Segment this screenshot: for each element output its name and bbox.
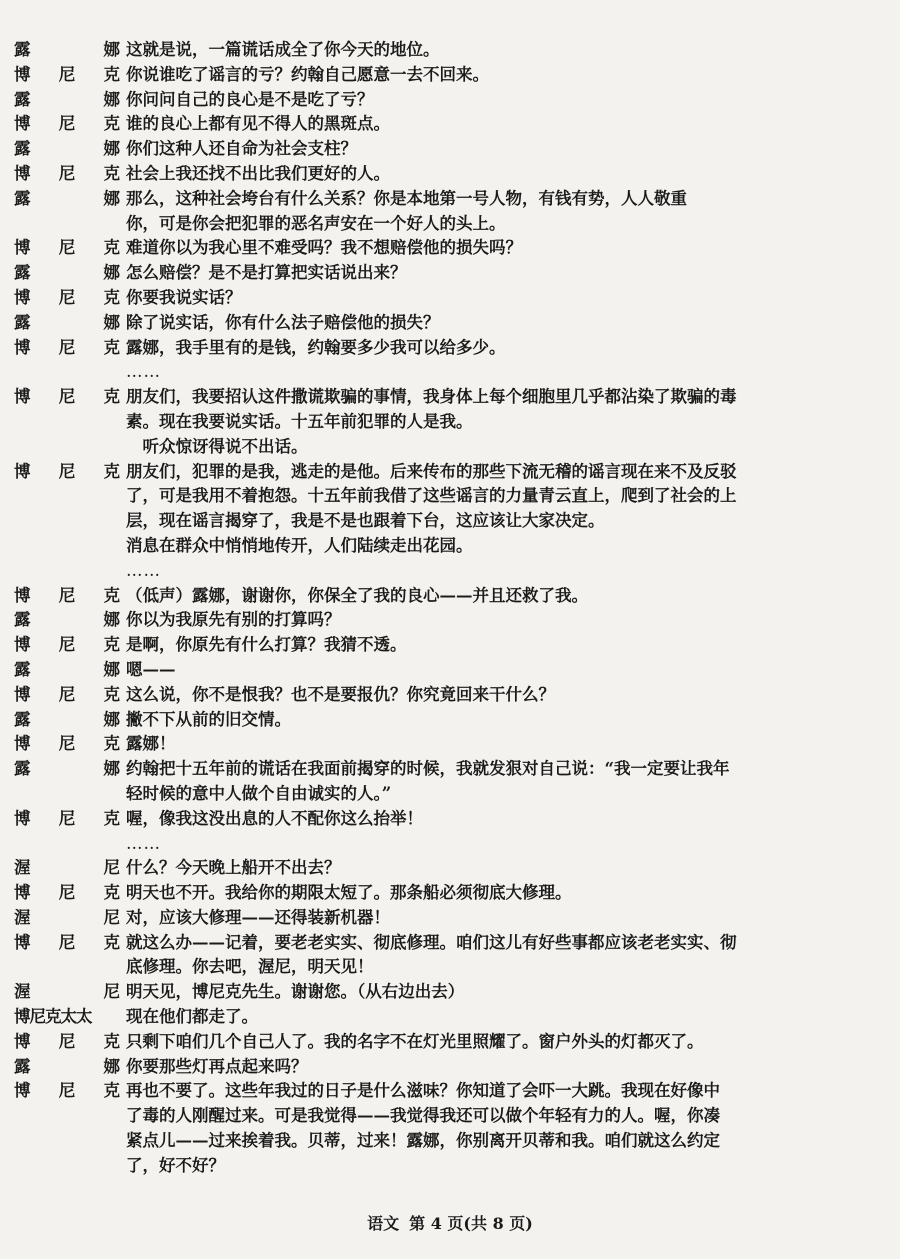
- speaker-char: 博: [14, 932, 31, 952]
- speaker-char: 博: [14, 684, 31, 704]
- speaker-char: 克: [103, 734, 120, 754]
- speaker-char: 尼: [58, 1031, 76, 1051]
- dialogue-line: [14, 1005, 884, 1030]
- speaker-char: 露: [14, 659, 31, 679]
- speaker-char: 博: [14, 1081, 31, 1101]
- dialogue-line: [14, 286, 884, 311]
- dialogue-text: 嗯——: [126, 659, 176, 679]
- speaker-char: 克: [103, 932, 120, 952]
- speaker-char: 博: [14, 585, 31, 605]
- speaker-name: [14, 633, 120, 658]
- speaker-char: 尼: [58, 635, 76, 655]
- speaker-char: 博: [14, 387, 31, 407]
- speaker-char: 尼: [58, 461, 76, 481]
- page-footer: [0, 1211, 900, 1234]
- dialogue-line: [14, 88, 884, 113]
- speaker-char: 克: [103, 1031, 120, 1051]
- speaker-char: 渥: [14, 858, 31, 878]
- dialogue-line: [14, 311, 884, 336]
- speaker-char: 渥: [14, 982, 31, 1002]
- dialogue-text: 谁的良心上都有见不得人的黑斑点。: [126, 114, 390, 134]
- dialogue-text: 朋友们，犯罪的是我，逃走的是他。后来传布的那些下流无稽的谣言现在来不及反驳: [126, 461, 737, 481]
- dialogue-text: 这么说，你不是恨我？也不是要报仇？你究竟回来干什么？: [126, 684, 555, 704]
- dialogue-line: [14, 931, 884, 956]
- speaker-char: 娜: [103, 263, 120, 283]
- dialogue-text: 明天也不开。我给你的期限太短了。那条船必须彻底大修理。: [126, 883, 572, 903]
- dialogue-text: 社会上我还找不出比我们更好的人。: [126, 163, 390, 183]
- dialogue-line: [14, 38, 884, 63]
- speaker-char: 露: [14, 1056, 31, 1076]
- dialogue-text: 你说谁吃了谣言的亏？约翰自己愿意一去不回来。: [126, 64, 489, 84]
- speaker-name: [14, 683, 120, 708]
- speaker-char: 娜: [103, 709, 120, 729]
- speaker-name: [14, 187, 120, 212]
- speaker-name: [14, 112, 120, 137]
- speaker-char: 露: [14, 759, 31, 779]
- speaker-name: [14, 311, 120, 336]
- dialogue-line: [14, 782, 884, 807]
- dialogue-line: [14, 683, 884, 708]
- speaker-name: [14, 584, 120, 609]
- speaker-char: 露: [14, 709, 31, 729]
- speaker-char: 博: [14, 461, 31, 481]
- speaker-name: [14, 980, 120, 1005]
- dialogue-text: 朋友们，我要招认这件撒谎欺骗的事情，我身体上每个细胞里几乎都沾染了欺骗的毒: [126, 387, 737, 407]
- speaker-name: [14, 807, 120, 832]
- dialogue-line: [14, 856, 884, 881]
- speaker-char: 尼: [58, 163, 76, 183]
- speaker-char: 娜: [103, 188, 120, 208]
- dialogue-text: 露娜！: [126, 734, 176, 754]
- speaker-char: 娜: [103, 312, 120, 332]
- speaker-char: 尼: [58, 238, 76, 258]
- dialogue-line: [14, 658, 884, 683]
- speaker-char: 尼: [58, 808, 76, 828]
- dialogue-line: [14, 385, 884, 410]
- dialogue-text: 明天见，博尼克先生。谢谢您。（从右边出去）: [126, 982, 465, 1002]
- speaker-name: [14, 1030, 120, 1055]
- dialogue-text: 这就是说，一篇谎话成全了你今天的地位。: [126, 40, 440, 59]
- speaker-name: [14, 658, 120, 683]
- dialogue-line: [14, 137, 884, 162]
- dialogue-text: （低声）露娜，谢谢你，你保全了我的良心——并且还救了我。: [126, 585, 588, 605]
- speaker-char: 尼: [58, 932, 76, 952]
- dialogue-text: 紧点儿——过来挨着我。贝蒂，过来！露娜，你别离开贝蒂和我。咱们就这么约定: [126, 1131, 720, 1151]
- speaker-char: 娜: [103, 40, 120, 59]
- dialogue-text: 你以为我原先有别的打算吗？: [126, 610, 341, 630]
- speaker-char: 露: [14, 188, 31, 208]
- speaker-char: 博尼克太太: [14, 1007, 92, 1027]
- dialogue-text: 你问问自己的良心是不是吃了亏？: [126, 89, 374, 109]
- dialogue-line: [14, 1129, 884, 1154]
- dialogue-line: [14, 435, 884, 460]
- dialogue-line: [14, 708, 884, 733]
- speaker-char: 克: [103, 163, 120, 183]
- speaker-name: [14, 460, 120, 485]
- speaker-char: 露: [14, 312, 31, 332]
- dialogue-line: [14, 633, 884, 658]
- dialogue-line: [14, 584, 884, 609]
- speaker-name: [14, 286, 120, 311]
- dialogue-line: [14, 1055, 884, 1080]
- dialogue-text: 再也不要了。这些年我过的日子是什么滋味？你知道了会吓一大跳。我现在好像中: [126, 1081, 720, 1101]
- speaker-char: 克: [103, 635, 120, 655]
- speaker-char: 博: [14, 163, 31, 183]
- speaker-char: 克: [103, 684, 120, 704]
- speaker-char: 克: [103, 585, 120, 605]
- footer-page-number: 第 4 页(共 8 页): [409, 1214, 533, 1233]
- dialogue-text: 了毒的人刚醒过来。可是我觉得——我觉得我还可以做个年轻有力的人。喔，你凑: [126, 1106, 720, 1126]
- speaker-char: 娜: [103, 659, 120, 679]
- speaker-name: [14, 732, 120, 757]
- dialogue-text: 你，可是你会把犯罪的恶名声安在一个好人的头上。: [126, 213, 506, 233]
- dialogue-text: 撇不下从前的旧交情。: [126, 709, 291, 729]
- speaker-char: 尼: [58, 585, 76, 605]
- dialogue-line: [14, 559, 884, 584]
- speaker-char: 渥: [14, 907, 31, 927]
- dialogue-line: [14, 807, 884, 832]
- dialogue-line: [14, 63, 884, 88]
- dialogue-text: 对，应该大修理——还得装新机器！: [126, 907, 390, 927]
- speaker-char: 克: [103, 337, 120, 357]
- scene-ellipsis: ……: [126, 362, 161, 382]
- dialogue-text: 听众惊讶得说不出话。: [126, 436, 308, 456]
- speaker-char: 克: [103, 238, 120, 258]
- speaker-char: 尼: [103, 982, 120, 1002]
- speaker-char: 克: [103, 1081, 120, 1101]
- speaker-char: 尼: [58, 337, 76, 357]
- speaker-char: 博: [14, 808, 31, 828]
- speaker-char: 博: [14, 337, 31, 357]
- footer-subject: 语文: [367, 1214, 400, 1233]
- dialogue-text: 什么？今天晚上船开不出去？: [126, 858, 341, 878]
- speaker-char: 娜: [103, 610, 120, 630]
- dialogue-text: 是啊，你原先有什么打算？我猜不透。: [126, 635, 407, 655]
- drama-script: [14, 38, 884, 1179]
- dialogue-text: 了，好不好？: [126, 1155, 225, 1175]
- speaker-char: 博: [14, 287, 31, 307]
- speaker-char: 娜: [103, 759, 120, 779]
- dialogue-text: 你要那些灯再点起来吗？: [126, 1056, 308, 1076]
- speaker-name: [14, 856, 120, 881]
- speaker-char: 露: [14, 89, 31, 109]
- dialogue-line: [14, 410, 884, 435]
- speaker-name: [14, 137, 120, 162]
- dialogue-text: 露娜，我手里有的是钱，约翰要多少我可以给多少。: [126, 337, 506, 357]
- dialogue-line: [14, 112, 884, 137]
- speaker-char: 露: [14, 139, 31, 159]
- dialogue-line: [14, 162, 884, 187]
- dialogue-line: [14, 187, 884, 212]
- speaker-name: [14, 708, 120, 733]
- speaker-char: 尼: [58, 64, 76, 84]
- speaker-name: [14, 906, 120, 931]
- dialogue-text: 那么，这种社会垮台有什么关系？你是本地第一号人物，有钱有势，人人敬重: [126, 188, 687, 208]
- dialogue-text: 了，可是我用不着抱怨。十五年前我借了这些谣言的力量青云直上，爬到了社会的上: [126, 486, 737, 506]
- dialogue-text: 怎么赔偿？是不是打算把实话说出来？: [126, 263, 407, 283]
- speaker-char: 博: [14, 635, 31, 655]
- speaker-name: [14, 63, 120, 88]
- speaker-char: 尼: [103, 907, 120, 927]
- speaker-name: [14, 931, 120, 956]
- speaker-char: 克: [103, 287, 120, 307]
- dialogue-text: 层，现在谣言揭穿了，我是不是也跟着下台，这应该让大家决定。: [126, 511, 605, 531]
- dialogue-line: [14, 509, 884, 534]
- speaker-char: 尼: [58, 114, 76, 134]
- dialogue-line: [14, 1079, 884, 1104]
- speaker-name: [14, 757, 120, 782]
- dialogue-text: 轻时候的意中人做个自由诚实的人。”: [126, 783, 392, 803]
- dialogue-text: 喔，像我这没出息的人不配你这么抬举！: [126, 808, 423, 828]
- speaker-name: [14, 385, 120, 410]
- dialogue-line: [14, 732, 884, 757]
- speaker-char: 娜: [103, 139, 120, 159]
- dialogue-line: [14, 236, 884, 261]
- speaker-char: 克: [103, 387, 120, 407]
- dialogue-text: 你们这种人还自命为社会支柱？: [126, 139, 357, 159]
- dialogue-line: [14, 484, 884, 509]
- speaker-char: 尼: [58, 1081, 76, 1101]
- speaker-char: 尼: [58, 734, 76, 754]
- dialogue-text: 就这么办——记着，要老老实实、彻底修理。咱们这儿有好些事都应该老老实实、彻: [126, 932, 737, 952]
- dialogue-text: 你要我说实话？: [126, 287, 242, 307]
- dialogue-text: 现在他们都走了。: [126, 1007, 258, 1027]
- speaker-char: 克: [103, 883, 120, 903]
- speaker-char: 克: [103, 64, 120, 84]
- scene-ellipsis: ……: [126, 560, 161, 580]
- speaker-char: 博: [14, 883, 31, 903]
- dialogue-line: [14, 955, 884, 980]
- speaker-name: [14, 38, 120, 63]
- dialogue-text: 难道你以为我心里不难受吗？我不想赔偿他的损失吗？: [126, 238, 522, 258]
- speaker-char: 博: [14, 64, 31, 84]
- speaker-char: 娜: [103, 1056, 120, 1076]
- speaker-name: [14, 336, 120, 361]
- speaker-char: 博: [14, 734, 31, 754]
- dialogue-line: [14, 336, 884, 361]
- dialogue-line: [14, 534, 884, 559]
- dialogue-line: [14, 881, 884, 906]
- dialogue-line: [14, 460, 884, 485]
- dialogue-text: 只剩下咱们几个自己人了。我的名字不在灯光里照耀了。窗户外头的灯都灭了。: [126, 1031, 704, 1051]
- scene-ellipsis: ……: [126, 833, 161, 853]
- speaker-name: [14, 608, 120, 633]
- dialogue-line: [14, 608, 884, 633]
- speaker-char: 博: [14, 1031, 31, 1051]
- speaker-char: 博: [14, 238, 31, 258]
- dialogue-line: [14, 906, 884, 931]
- speaker-name: [14, 881, 120, 906]
- speaker-char: 克: [103, 114, 120, 134]
- dialogue-line: [14, 1154, 884, 1179]
- speaker-char: 博: [14, 114, 31, 134]
- speaker-char: 尼: [58, 883, 76, 903]
- speaker-name: [14, 1055, 120, 1080]
- speaker-char: 露: [14, 610, 31, 630]
- speaker-char: 露: [14, 263, 31, 283]
- speaker-name: [14, 1079, 120, 1104]
- dialogue-line: [14, 1104, 884, 1129]
- speaker-char: 克: [103, 461, 120, 481]
- speaker-name: [14, 88, 120, 113]
- speaker-char: 娜: [103, 89, 120, 109]
- speaker-name: [14, 162, 120, 187]
- speaker-char: 尼: [58, 287, 76, 307]
- speaker-char: 克: [103, 808, 120, 828]
- dialogue-line: [14, 757, 884, 782]
- dialogue-line: [14, 980, 884, 1005]
- speaker-name: [14, 236, 120, 261]
- dialogue-line: [14, 261, 884, 286]
- dialogue-text: 消息在群众中悄悄地传开，人们陆续走出花园。: [126, 535, 473, 555]
- dialogue-text: 素。现在我要说实话。十五年前犯罪的人是我。: [126, 411, 473, 431]
- speaker-char: 露: [14, 40, 31, 59]
- speaker-char: 尼: [58, 387, 76, 407]
- dialogue-line: [14, 212, 884, 237]
- speaker-name: [14, 261, 120, 286]
- dialogue-text: 底修理。你去吧，渥尼，明天见！: [126, 957, 374, 977]
- speaker-char: 尼: [103, 858, 120, 878]
- dialogue-line: [14, 1030, 884, 1055]
- dialogue-text: 约翰把十五年前的谎话在我面前揭穿的时候，我就发狠对自己说：“我一定要让我年: [126, 759, 730, 779]
- speaker-char: 尼: [58, 684, 76, 704]
- dialogue-text: 除了说实话，你有什么法子赔偿他的损失？: [126, 312, 440, 332]
- dialogue-line: [14, 360, 884, 385]
- speaker-name: [14, 1005, 122, 1030]
- dialogue-line: [14, 832, 884, 857]
